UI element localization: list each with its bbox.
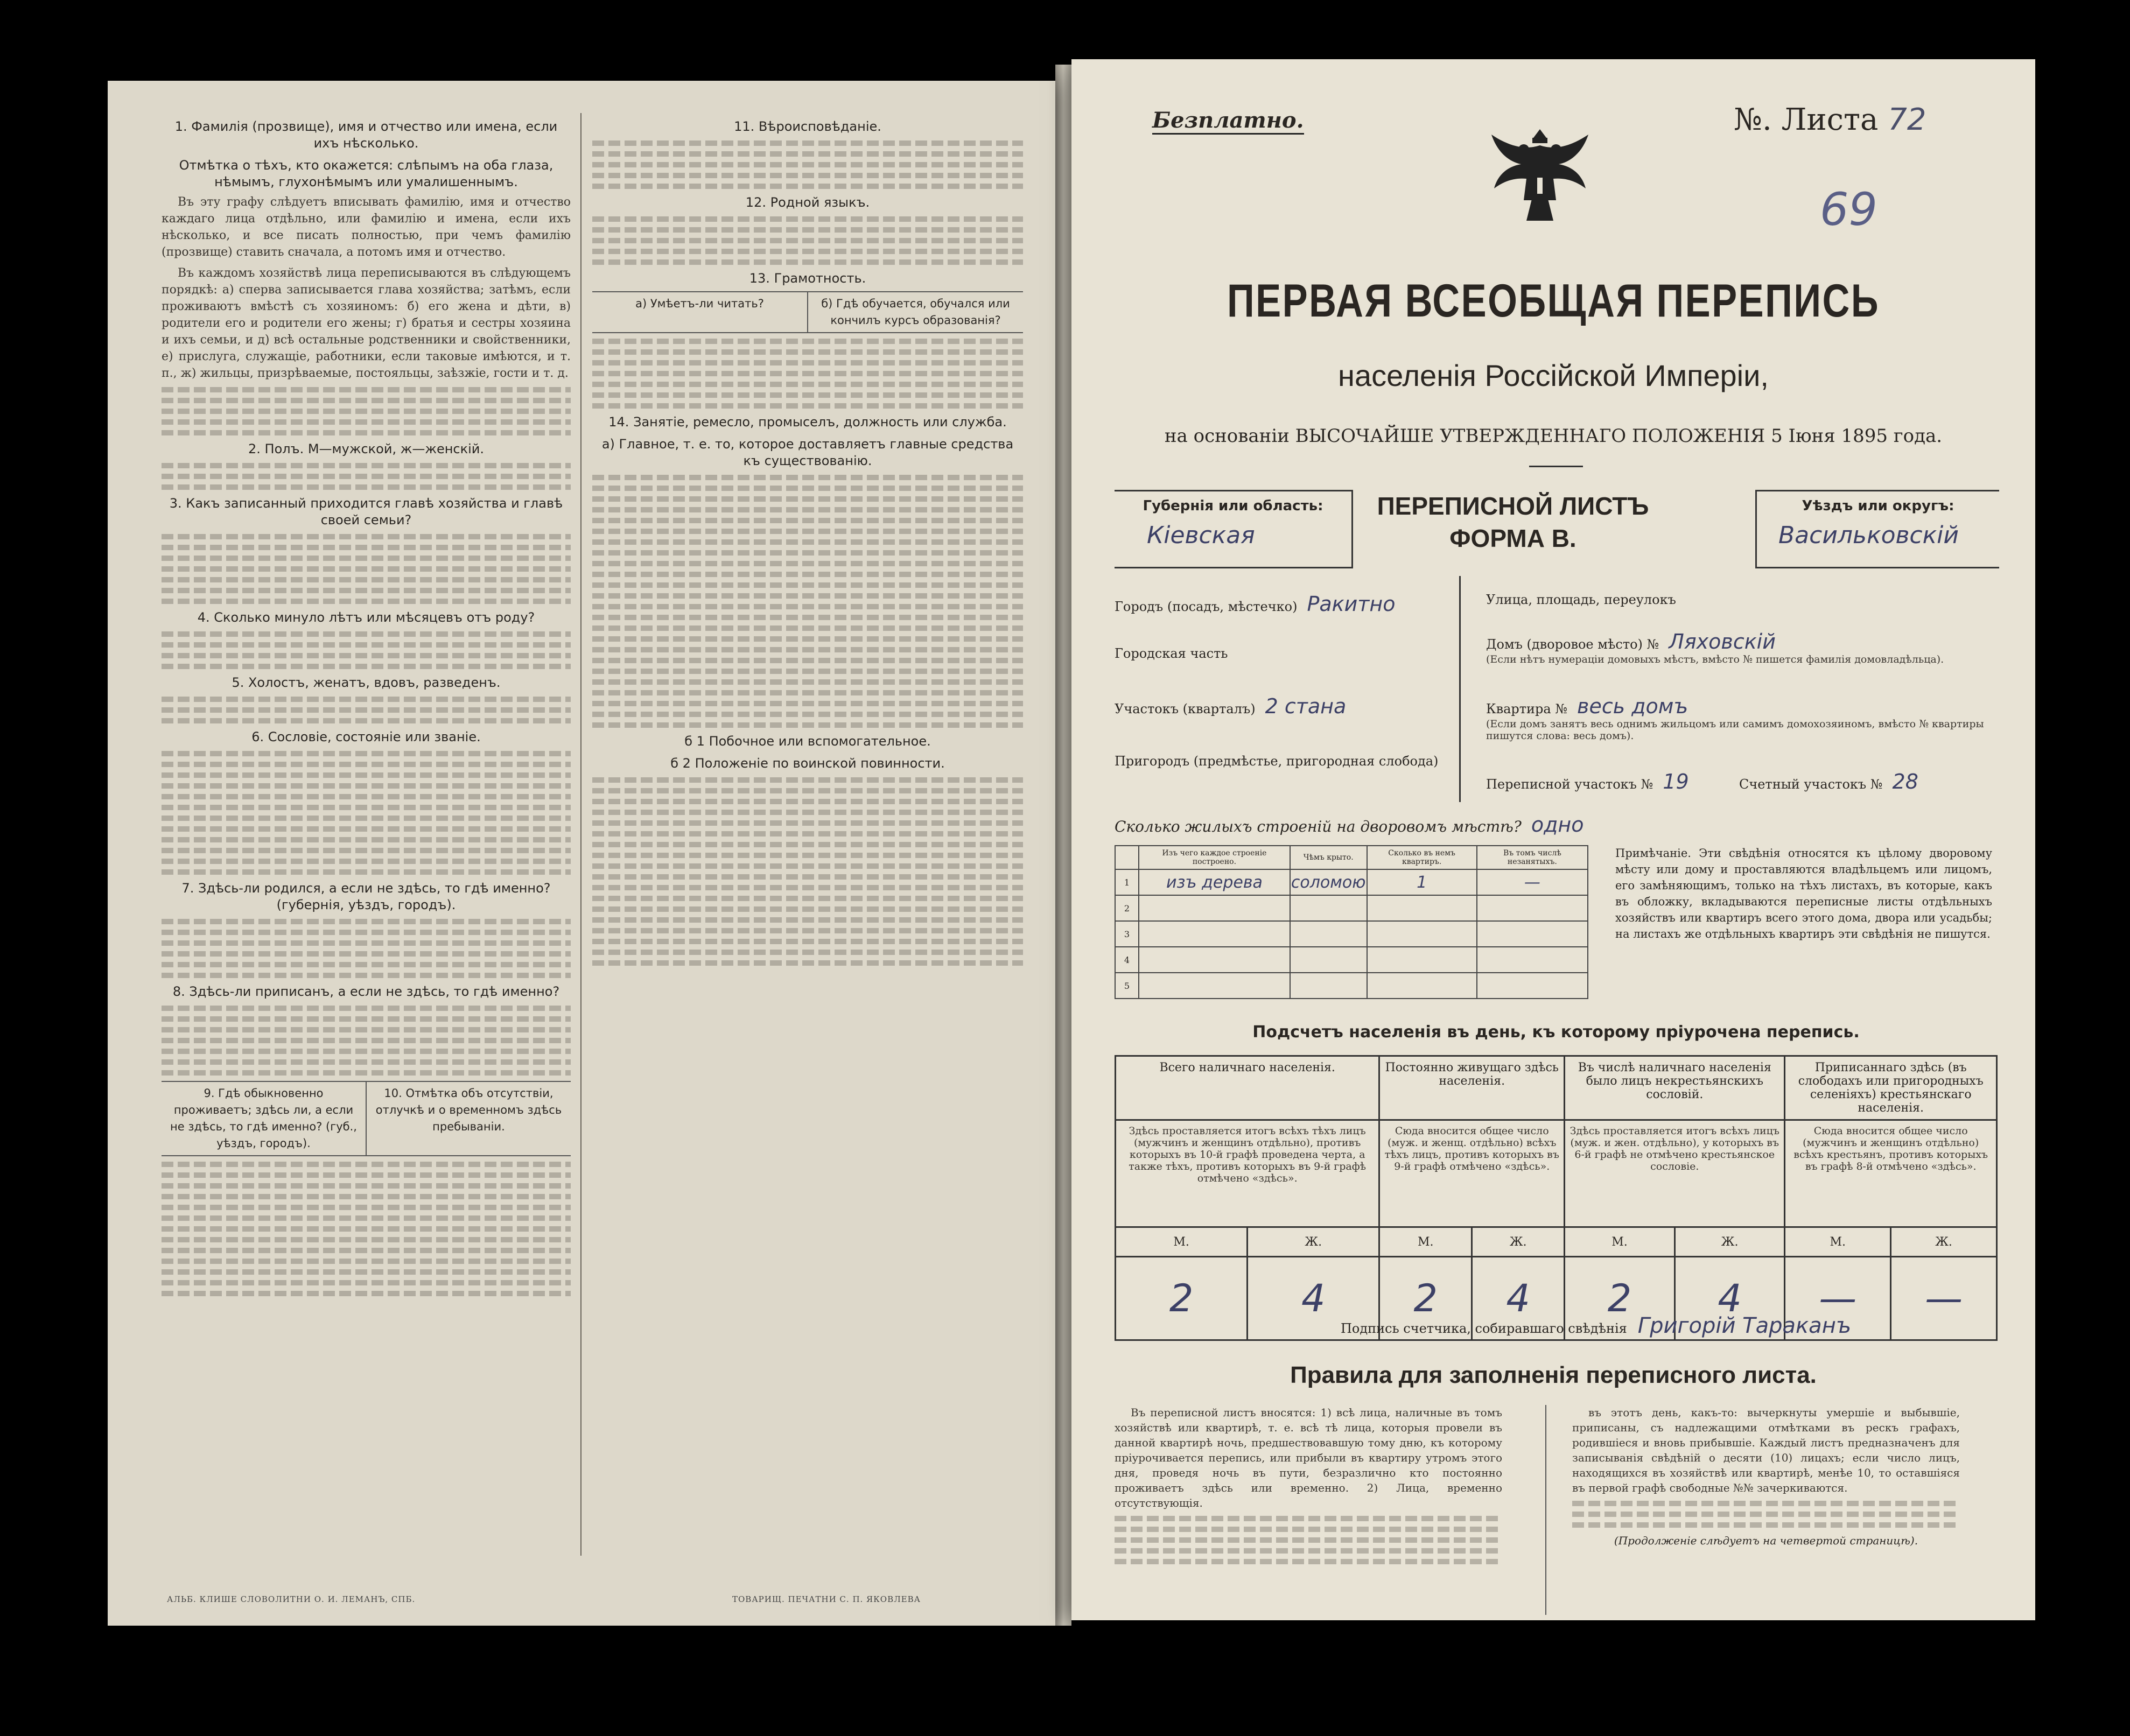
district-label: Участокъ (кварталъ) bbox=[1115, 701, 1256, 716]
heading-3: 3. Какъ записанный приходится главѣ хозяйства и главѣ своей семьи? bbox=[169, 496, 563, 528]
male-header: М. bbox=[1116, 1227, 1248, 1257]
instructions-column-1 bbox=[162, 113, 571, 1302]
buildings-question-label: Сколько жилыхъ строеній на дворовомъ мѣстѣ? bbox=[1115, 818, 1522, 835]
handwritten-page-number: 69 bbox=[1820, 183, 1877, 236]
uezd-value: Васильковскій bbox=[1778, 522, 1959, 549]
apartments-count: 1 bbox=[1367, 869, 1477, 895]
column-note: Здѣсь проставляется итогъ всѣхъ лицъ (муж. и жен. отдѣльно), у которыхъ въ 6-й графѣ не отмѣчено крестьянское сословіе. bbox=[1565, 1120, 1785, 1227]
row-number: 3 bbox=[1115, 921, 1139, 947]
heading-9: 9. Гдѣ обыкновенно проживаетъ; здѣсь ли, а если не здѣсь, то гдѣ именно? (губ., уѣздъ, городъ). bbox=[170, 1087, 357, 1150]
legal-basis: на основаніи ВЫСОЧАЙШЕ УТВЕРЖДЕННАГО ПОЛОЖЕНІЯ 5 Іюня 1895 года. bbox=[1164, 425, 1943, 447]
headings-9-10 bbox=[162, 1081, 571, 1156]
house-value: Ляховскій bbox=[1669, 630, 1776, 653]
table-row bbox=[1115, 947, 1588, 973]
table-header: Въ томъ числѣ незанятыхъ. bbox=[1477, 846, 1588, 869]
free-label: Безплатно. bbox=[1152, 108, 1304, 135]
pop-value: — bbox=[1891, 1257, 1997, 1340]
count-district-label: Счетный участокъ № bbox=[1739, 777, 1883, 792]
heading-13: 13. Грамотность. bbox=[749, 271, 866, 286]
table-header: Приписаннаго здѣсь (въ слободахъ или пригородныхъ селеніяхъ) крестьянскаго населенія. bbox=[1785, 1056, 1997, 1120]
table-row bbox=[1115, 895, 1588, 921]
population-count-title: Подсчетъ населенія въ день, къ которому пріурочена перепись. bbox=[1252, 1023, 1860, 1042]
pop-value: 2 bbox=[1565, 1257, 1675, 1340]
roof-material: соломою bbox=[1290, 869, 1367, 895]
male-header: М. bbox=[1379, 1227, 1472, 1257]
heading-10: 10. Отмѣтка объ отсутствіи, отлучкѣ и о временномъ здѣсь пребываніи. bbox=[366, 1082, 571, 1155]
suburb-field bbox=[1115, 754, 1438, 769]
buildings-note: Примѣчаніе. Эти свѣдѣнія относятся къ цѣлому дворовому мѣсту или дому и проставляются владѣльцемъ или лицомъ, его замѣняющимъ, только на тѣхъ листахъ, въ которые, какъ въ обложку, вкладываются переписные листы отдѣльныхъ хозяйствъ или квартиръ всего этого дома, двора или усадьбы; на листахъ же отдѣльныхъ квартиръ эти свѣдѣнія не пишутся. bbox=[1615, 847, 1992, 940]
heading-6: 6. Сословіе, состояніе или званіе. bbox=[251, 729, 481, 744]
column-divider bbox=[580, 113, 581, 1556]
heading-5: 5. Холостъ, женатъ, вдовъ, разведенъ. bbox=[232, 675, 501, 690]
heading-1-note: Отмѣтка о тѣхъ, кто окажется: слѣпымъ на оба глаза, нѣмымъ, глухонѣмымъ или умалишеннымъ. bbox=[179, 158, 553, 189]
printer-credit-right: ТОВАРИЩ. ПЕЧАТНИ С. П. ЯКОВЛЕВА bbox=[732, 1594, 921, 1604]
row-number: 5 bbox=[1115, 973, 1139, 999]
heading-11: 11. Вѣроисповѣданіе. bbox=[734, 119, 881, 134]
table-header: Въ числѣ наличнаго населенія было лицъ некрестьянскихъ сословій. bbox=[1565, 1056, 1785, 1120]
sheet-number-label: №. Листа bbox=[1734, 102, 1879, 137]
rules-text: Въ переписной листъ вносятся: 1) всѣ лица, наличные въ томъ хозяйствѣ или квартирѣ, т. е. всѣ тѣ лица, которыя провели въ данной квартирѣ ночь, предшествовавшую тому дню, къ которому пріурочивается перепись, или прибыли въ квартиру утромъ этого дня, проведя ночь въ пути, безразлично кто постоянно проживаетъ здѣсь или временно. 2) Лица, временно отсутствующія. bbox=[1115, 1406, 1502, 1509]
row-number: 4 bbox=[1115, 947, 1139, 973]
heading-13b: б) Гдѣ обучается, обучался или кончилъ курсъ образованія? bbox=[807, 292, 1023, 332]
heading-14b1: б 1 Побочное или вспомогательное. bbox=[684, 734, 931, 749]
census-district-field bbox=[1486, 770, 1689, 793]
rules-column-1 bbox=[1115, 1405, 1502, 1570]
double-headed-eagle-icon bbox=[1481, 108, 1599, 242]
heading-8: 8. Здѣсь-ли приписанъ, а если не здѣсь, то гдѣ именно? bbox=[172, 984, 560, 999]
rules-text: въ этотъ день, какъ-то: вычеркнуты умершіе и выбывшіе, приписаны, съ надлежащими отмѣтками въ рескъ графахъ, родившіеся и вновь прибывшіе. Каждый листъ предназначенъ для записыванія свѣдѣній о десяти (10) лицахъ; если число лицъ, находящихся въ хозяйствѣ или квартирѣ, менѣе 10, то оставшіяся въ первой графѣ свободные №№ зачеркиваются. bbox=[1572, 1406, 1960, 1494]
book-gutter bbox=[1055, 65, 1071, 1626]
apartment-value: весь домъ bbox=[1577, 694, 1688, 718]
district-value: 2 стана bbox=[1265, 694, 1347, 718]
form-title bbox=[1351, 490, 1674, 554]
pop-value: 4 bbox=[1248, 1257, 1379, 1340]
divider bbox=[1529, 466, 1583, 467]
heading-14a: а) Главное, т. е. то, которое доставляетъ главные средства къ существованію. bbox=[601, 437, 1014, 468]
table-header: Сколько въ немъ квартиръ. bbox=[1367, 846, 1477, 869]
district-field bbox=[1115, 694, 1346, 718]
signature-value: Григорій Тараканъ bbox=[1637, 1313, 1852, 1338]
table-header bbox=[1115, 846, 1139, 869]
form-title-line2: ФОРМА В. bbox=[1449, 524, 1577, 552]
pop-value: 4 bbox=[1674, 1257, 1785, 1340]
heading-14b2: б 2 Положеніе по воинской повинности. bbox=[670, 756, 945, 771]
uezd-box bbox=[1755, 490, 1999, 568]
sheet-number-value: 72 bbox=[1888, 102, 1926, 137]
city-label: Городъ (посадъ, мѣстечко) bbox=[1115, 599, 1298, 614]
female-header: Ж. bbox=[1674, 1227, 1785, 1257]
street-field bbox=[1486, 592, 1676, 607]
census-district-value: 19 bbox=[1663, 770, 1689, 793]
rules-column-2 bbox=[1572, 1405, 1960, 1548]
building-material: изъ дерева bbox=[1139, 869, 1290, 895]
headings-13ab bbox=[592, 291, 1023, 333]
column-note: Сюда вносится общее число (мужчинъ и женщинъ отдѣльно) всѣхъ крестьянъ, противъ которыхъ въ графѣ 8-й отмѣчено «здѣсь». bbox=[1785, 1120, 1997, 1227]
heading-4: 4. Сколько минуло лѣтъ или мѣсяцевъ отъ роду? bbox=[197, 610, 535, 625]
count-district-field bbox=[1739, 770, 1918, 793]
rules-title: Правила для заполненія переписного листа. bbox=[1290, 1362, 1817, 1388]
row-number: 1 bbox=[1115, 869, 1139, 895]
uezd-label: Уѣздъ или округъ: bbox=[1802, 498, 1954, 514]
city-field bbox=[1115, 592, 1396, 616]
street-label: Улица, площадь, переулокъ bbox=[1486, 592, 1676, 607]
heading-7: 7. Здѣсь-ли родился, а если не здѣсь, то гдѣ именно? (губернія, уѣздъ, городъ). bbox=[181, 881, 551, 912]
pop-value: 4 bbox=[1472, 1257, 1565, 1340]
left-page bbox=[108, 81, 1055, 1626]
table-header: Чѣмъ крыто. bbox=[1290, 846, 1367, 869]
apartment-note: (Если домъ занятъ весь однимъ жильцомъ или самимъ домохозяиномъ, вмѣсто № квартиры пишутся слова: весь домъ). bbox=[1486, 718, 1984, 742]
female-header: Ж. bbox=[1248, 1227, 1379, 1257]
table-row bbox=[1115, 869, 1588, 895]
female-header: Ж. bbox=[1891, 1227, 1997, 1257]
census-district-label: Переписной участокъ № bbox=[1486, 777, 1653, 792]
column-note: Здѣсь проставляется итогъ всѣхъ тѣхъ лицъ (мужчинъ и женщинъ отдѣльно), противъ которыхъ въ 10-й графѣ проведена черта, а также тѣхъ, противъ которыхъ въ 9-й графѣ отмѣчено «здѣсь». bbox=[1116, 1120, 1379, 1227]
city-part-field bbox=[1115, 646, 1228, 661]
heading-14: 14. Занятіе, ремесло, промыселъ, должность или служба. bbox=[608, 414, 1007, 430]
page-subtitle: населенія Россійской Имперіи, bbox=[1338, 359, 1769, 392]
gubernia-label: Губернія или область: bbox=[1143, 498, 1323, 514]
column-note: Сюда вносится общее число (муж. и женщ. отдѣльно) всѣхъ тѣхъ лицъ, противъ которыхъ въ 9-й графѣ отмѣчено «здѣсь». bbox=[1379, 1120, 1565, 1227]
paragraph: Въ эту графу слѣдуетъ вписывать фамилію, имя и отчество каждаго лица отдѣльно, или фамилію и имена, если ихъ нѣсколько, и все писать полностью, при чемъ фамилію (прозвище) ставить сначала, а потомъ имя и отчество. bbox=[162, 195, 571, 259]
table-header: Изъ чего каждое строеніе построено. bbox=[1139, 846, 1290, 869]
population-table bbox=[1115, 1055, 1998, 1341]
table-header: Всего наличнаго населенія. bbox=[1116, 1056, 1379, 1120]
buildings-answer: одно bbox=[1531, 813, 1584, 837]
house-note: (Если нѣтъ нумераціи домовыхъ мѣстъ, вмѣсто № пишется фамилія домовладѣльца). bbox=[1486, 653, 1944, 665]
page-title: ПЕРВАЯ ВСЕОБЩАЯ ПЕРЕПИСЬ bbox=[1227, 275, 1880, 327]
table-header: Постоянно живущаго здѣсь населенія. bbox=[1379, 1056, 1565, 1120]
apartment-label: Квартира № bbox=[1486, 701, 1568, 716]
buildings-question bbox=[1115, 813, 1584, 837]
gubernia-value: Кіевская bbox=[1147, 522, 1255, 549]
vacant-count: — bbox=[1477, 869, 1588, 895]
paragraph: Въ каждомъ хозяйствѣ лица переписываются въ слѣдующемъ порядкѣ: а) сперва записывается глава хозяйства; затѣмъ, если проживаютъ вмѣстѣ съ хозяиномъ: б) его жена и дѣти, в) родители его и родители его жены; г) братья и сестры хозяина и ихъ семьи, и д) всѣ остальные родственники и свойственники, е) прислуга, служащіе, работники, если таковые имѣются, и т. п., ж) жильцы, призрѣваемые, постояльцы, заѣзжіе, гости и т. д. bbox=[162, 266, 571, 380]
suburb-label: Пригородъ (предмѣстье, пригородная слобода) bbox=[1115, 754, 1439, 769]
city-part-label: Городская часть bbox=[1115, 646, 1228, 661]
house-field bbox=[1486, 630, 1992, 665]
apartment-field bbox=[1486, 694, 1992, 742]
city-value: Ракитно bbox=[1307, 592, 1396, 616]
table-row bbox=[1115, 921, 1588, 947]
heading-2: 2. Полъ. М—мужской, ж—женскій. bbox=[248, 441, 484, 456]
right-page bbox=[1071, 59, 2035, 1620]
enumerator-signature bbox=[1341, 1313, 1851, 1338]
male-header: М. bbox=[1565, 1227, 1675, 1257]
form-title-line1: ПЕРЕПИСНОЙ ЛИСТЪ bbox=[1377, 492, 1649, 520]
heading-12: 12. Родной языкъ. bbox=[745, 195, 870, 210]
table-row bbox=[1115, 973, 1588, 999]
instructions-column-2 bbox=[592, 113, 1023, 971]
row-number: 2 bbox=[1115, 895, 1139, 921]
continued-note: (Продолженіе слѣдуетъ на четвертой страницѣ). bbox=[1614, 1534, 1918, 1547]
pop-value: — bbox=[1785, 1257, 1891, 1340]
female-header: Ж. bbox=[1472, 1227, 1565, 1257]
pop-value: 2 bbox=[1379, 1257, 1472, 1340]
column-divider bbox=[1545, 1405, 1546, 1615]
gubernia-box bbox=[1115, 490, 1353, 568]
male-header: М. bbox=[1785, 1227, 1891, 1257]
house-label: Домъ (дворовое мѣсто) № bbox=[1486, 637, 1659, 652]
buildings-table bbox=[1115, 845, 1588, 999]
heading-1: 1. Фамилія (прозвище), имя и отчество или имена, если ихъ нѣсколько. bbox=[174, 119, 558, 151]
printer-credit-left: АЛЬБ. КЛИШЕ СЛОВОЛИТНИ О. И. ЛЕМАНЪ, СПБ. bbox=[167, 1594, 416, 1604]
signature-label: Подпись счетчика, собиравшаго свѣдѣнія bbox=[1341, 1321, 1627, 1336]
pop-value: 2 bbox=[1116, 1257, 1248, 1340]
heading-13a: а) Умѣетъ-ли читать? bbox=[635, 297, 764, 310]
sheet-number bbox=[1734, 102, 1926, 137]
count-district-value: 28 bbox=[1892, 770, 1918, 793]
